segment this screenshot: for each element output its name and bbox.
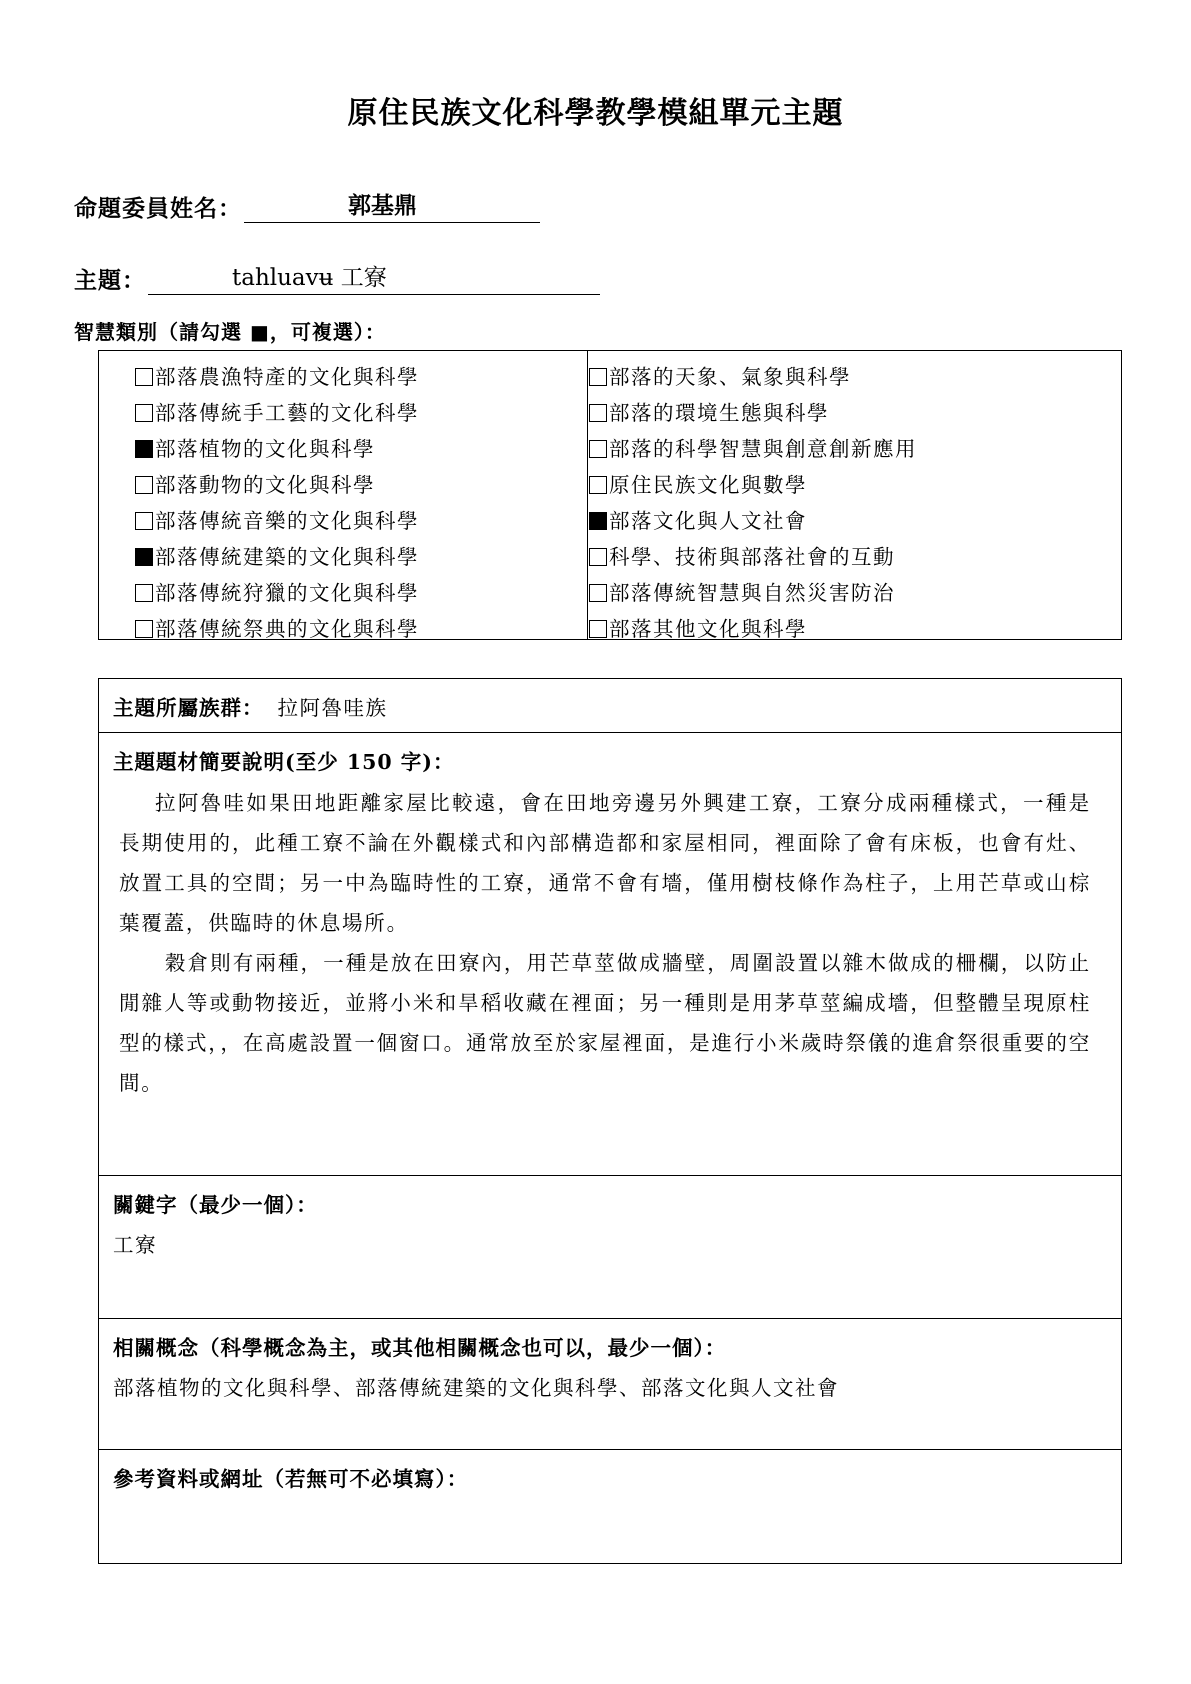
checkbox-empty-icon[interactable] (135, 584, 153, 602)
references-label: 參考資料或網址（若無可不必填寫）： (113, 1467, 469, 1491)
author-label: 命題委員姓名： (74, 195, 242, 222)
category-item[interactable] (589, 611, 917, 647)
author-row (74, 190, 540, 223)
category-label: 部落的科學智慧與創意創新應用 (609, 437, 917, 461)
ethnic-group-label: 主題所屬族群： 拉阿魯哇族 (113, 696, 388, 720)
topic-label: 主題： (74, 267, 146, 294)
category-item[interactable] (135, 431, 419, 467)
summary-paragraph-1: 拉阿魯哇如果田地距離家屋比較遠，會在田地旁邊另外興建工寮，工寮分成兩種樣式，一種是長期使用的，此種工寮不論在外觀樣式和內部構造都和家屋相同，裡面除了會有床板，也會有灶、放置工具的空間；另一中為臨時性的工寮，通常不會有墻，僅用樹枝條作為柱子，上用芒草或山棕葉覆蓋，供臨時的休息場所。 (119, 791, 1091, 935)
checkbox-empty-icon[interactable] (589, 548, 607, 566)
category-item[interactable] (589, 575, 917, 611)
category-item[interactable] (135, 467, 419, 503)
concepts-row (99, 1318, 1121, 1449)
category-label: 部落動物的文化與科學 (155, 473, 375, 497)
checkbox-empty-icon[interactable] (135, 512, 153, 530)
category-label: 部落傳統音樂的文化與科學 (155, 509, 419, 533)
author-name: 郭基鼎 (244, 192, 540, 223)
wisdom-category-label: 智慧類別（請勾選 ■，可複選）： (74, 320, 386, 344)
category-label: 部落傳統狩獵的文化與科學 (155, 581, 419, 605)
category-label: 部落傳統手工藝的文化科學 (155, 401, 419, 425)
category-item[interactable] (135, 575, 419, 611)
checkbox-checked-icon[interactable] (135, 548, 153, 566)
checkbox-empty-icon[interactable] (589, 584, 607, 602)
topic-row (74, 262, 600, 295)
checkbox-checked-icon[interactable] (589, 512, 607, 530)
summary-paragraph-2: 穀倉則有兩種，一種是放在田寮內，用芒草莖做成牆壁，周圍設置以雜木做成的柵欄，以防止閒雜人等或動物接近，並將小米和旱稻收藏在裡面；另一種則是用茅草莖編成墻，但整體呈現原柱型的樣式，，在高處設置一個窗口。通常放至於家屋裡面，是進行小米歲時祭儀的進倉祭很重要的空間。 (119, 951, 1091, 1095)
references-row (99, 1449, 1121, 1565)
checkbox-empty-icon[interactable] (135, 620, 153, 638)
ethnic-group-row (99, 679, 1121, 732)
summary-label: 主題題材簡要說明(至少 150 字)： (113, 750, 455, 774)
checkbox-checked-icon[interactable] (135, 440, 153, 458)
category-item[interactable] (135, 611, 419, 647)
column-divider (587, 350, 588, 640)
category-label: 部落文化與人文社會 (609, 509, 807, 533)
checkbox-empty-icon[interactable] (589, 440, 607, 458)
checkbox-empty-icon[interactable] (589, 476, 607, 494)
category-label: 科學、技術與部落社會的互動 (609, 545, 895, 569)
checkbox-empty-icon[interactable] (589, 368, 607, 386)
checkbox-empty-icon[interactable] (135, 476, 153, 494)
category-label: 部落傳統智慧與自然災害防治 (609, 581, 895, 605)
category-label: 部落的天象、氣象與科學 (609, 365, 851, 389)
checkbox-empty-icon[interactable] (135, 404, 153, 422)
category-column-left (135, 359, 419, 639)
category-label: 原住民族文化與數學 (609, 473, 807, 497)
category-label: 部落其他文化與科學 (609, 617, 807, 641)
concepts-value: 部落植物的文化與科學、部落傳統建築的文化與科學、部落文化與人文社會 (113, 1376, 839, 1400)
ethnic-group-value: 拉阿魯哇族 (277, 696, 388, 720)
category-item[interactable] (589, 503, 917, 539)
category-label: 部落植物的文化與科學 (155, 437, 375, 461)
wisdom-category-table (98, 350, 1122, 640)
category-item[interactable] (589, 359, 917, 395)
keywords-label: 關鍵字（最少一個）： (113, 1193, 318, 1217)
category-column-right (589, 359, 917, 639)
category-item[interactable] (135, 539, 419, 575)
topic-value: tahluavʉ 工寮 (148, 264, 600, 295)
category-item[interactable] (135, 395, 419, 431)
keywords-row (99, 1175, 1121, 1318)
category-item[interactable] (589, 539, 917, 575)
topic-detail-table (98, 678, 1122, 1564)
category-item[interactable] (589, 395, 917, 431)
checkbox-empty-icon[interactable] (135, 368, 153, 386)
category-item[interactable] (135, 503, 419, 539)
category-item[interactable] (135, 359, 419, 395)
keywords-value: 工寮 (113, 1233, 157, 1257)
category-label: 部落傳統建築的文化與科學 (155, 545, 419, 569)
checkbox-empty-icon[interactable] (589, 404, 607, 422)
category-label: 部落傳統祭典的文化與科學 (155, 617, 419, 641)
category-item[interactable] (589, 431, 917, 467)
concepts-label: 相關概念（科學概念為主，或其他相關概念也可以，最少一個）： (113, 1336, 727, 1360)
checkbox-empty-icon[interactable] (589, 620, 607, 638)
page-title: 原住民族文化科學教學模組單元主題 (347, 96, 844, 131)
category-label: 部落農漁特產的文化與科學 (155, 365, 419, 389)
summary-row (99, 732, 1121, 1175)
category-label: 部落的環境生態與科學 (609, 401, 829, 425)
category-item[interactable] (589, 467, 917, 503)
